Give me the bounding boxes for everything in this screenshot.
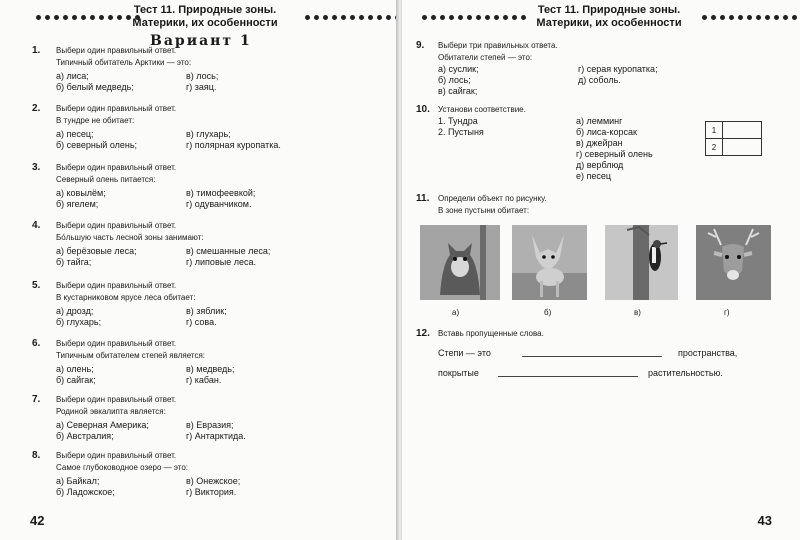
decorative-dot: [350, 15, 355, 20]
answer-option[interactable]: г) кабан.: [186, 375, 222, 385]
answer-option[interactable]: а) суслик;: [438, 64, 479, 74]
decorative-dot: [494, 15, 499, 20]
question-stem: В зоне пустыни обитает:: [438, 206, 530, 215]
grid-row-label: 2: [706, 139, 723, 156]
answer-options: [56, 420, 346, 442]
question-number: 3.: [32, 162, 41, 173]
match-right-item: д) верблюд: [576, 160, 624, 170]
variant-title: Вариант 1: [150, 33, 252, 49]
question-number: 10.: [416, 104, 430, 115]
decorative-dot: [431, 15, 436, 20]
question-instruction: Выбери один правильный ответ.: [56, 451, 177, 460]
fill-text: Степи — это: [438, 348, 491, 358]
decorative-dot: [332, 15, 337, 20]
page-number-left: 42: [30, 513, 45, 528]
decorative-dot: [729, 15, 734, 20]
answer-option[interactable]: г) одуванчиком.: [186, 199, 252, 209]
question-stem: Типичный обитатель Арктики — это:: [56, 58, 192, 67]
answer-option[interactable]: в) Онежское;: [186, 476, 241, 486]
question-stem: Родиной эвкалипта является:: [56, 407, 166, 416]
answer-option[interactable]: в) смешанные леса;: [186, 246, 271, 256]
answer-option[interactable]: в) лось;: [186, 71, 219, 81]
question-4: [32, 220, 372, 276]
left-page-header: [110, 4, 300, 30]
question-number: 7.: [32, 394, 41, 405]
deer-photo[interactable]: [696, 225, 771, 300]
answer-option[interactable]: б) ягелем;: [56, 199, 99, 209]
decorative-dot: [368, 15, 373, 20]
header-line-1: Тест 11. Природные зоны.: [133, 4, 277, 16]
question-number: 5.: [32, 280, 41, 291]
fill-text: покрытые: [438, 368, 479, 378]
question-stem: Бо́льшую часть лесной зоны занимают:: [56, 233, 204, 242]
question-instruction: Выбери один правильный ответ.: [56, 221, 177, 230]
image-caption-c: в): [634, 308, 641, 317]
answer-option[interactable]: б) Ладожское;: [56, 487, 115, 497]
answer-options: [56, 246, 346, 268]
question-stem: Самое глубоководное озеро — это:: [56, 463, 189, 472]
decorative-dot: [72, 15, 77, 20]
decorative-dot: [377, 15, 382, 20]
answer-option[interactable]: г) липовые леса.: [186, 257, 256, 267]
decorative-dot: [305, 15, 310, 20]
answer-option[interactable]: д) соболь.: [578, 75, 621, 85]
answer-options: [56, 129, 346, 151]
match-right-item: б) лиса-корсак: [576, 127, 637, 137]
decorative-dot: [36, 15, 41, 20]
question-number: 2.: [32, 103, 41, 114]
question-instruction: Определи объект по рисунку.: [438, 194, 547, 203]
question-5: [32, 280, 372, 336]
decorative-dot: [54, 15, 59, 20]
answer-option[interactable]: а) олень;: [56, 364, 94, 374]
decorative-dot: [792, 15, 797, 20]
question-stem: В тундре не обитает:: [56, 116, 135, 125]
answer-option[interactable]: в) тимофеевкой;: [186, 188, 256, 198]
question-stem: Северный олень питается:: [56, 175, 156, 184]
answer-option[interactable]: а) лиса;: [56, 71, 89, 81]
header-line-2: Материки, их особенности: [536, 17, 682, 29]
question-number: 11.: [416, 193, 430, 204]
decorative-dot: [467, 15, 472, 20]
answer-options: [56, 188, 346, 210]
decorative-dot: [386, 15, 391, 20]
match-right-item: в) джейран: [576, 138, 623, 148]
question-number: 8.: [32, 450, 41, 461]
answer-option[interactable]: а) дрозд;: [56, 306, 94, 316]
decorative-dot: [711, 15, 716, 20]
image-caption-d: г): [724, 308, 730, 317]
grid-answer-cell[interactable]: [723, 139, 762, 156]
question-instruction: Выбери один правильный ответ.: [56, 163, 177, 172]
answer-option[interactable]: в) Евразия;: [186, 420, 234, 430]
question-instruction: Выбери один правильный ответ.: [56, 339, 177, 348]
question-number: 6.: [32, 338, 41, 349]
question-3: [32, 162, 372, 218]
grid-answer-cell[interactable]: [723, 122, 762, 139]
decorative-dot: [765, 15, 770, 20]
answer-options: [56, 306, 346, 328]
woodpecker-photo[interactable]: [605, 225, 678, 300]
page-number-right: 43: [757, 513, 772, 528]
decorative-dot: [449, 15, 454, 20]
fill-text: растительностью.: [648, 368, 723, 378]
fill-text: пространства,: [678, 348, 738, 358]
match-right-item: г) северный олень: [576, 149, 653, 159]
question-number: 12.: [416, 328, 430, 339]
answer-options: [56, 71, 346, 93]
decorative-dot: [99, 15, 104, 20]
blank-line-2[interactable]: [498, 376, 638, 377]
image-caption-a: а): [452, 308, 460, 317]
decorative-dot: [314, 15, 319, 20]
match-right-item: а) лемминг: [576, 116, 623, 126]
decorative-dot: [503, 15, 508, 20]
answer-option[interactable]: б) тайга;: [56, 257, 92, 267]
answer-grid[interactable]: [705, 121, 762, 156]
answer-option[interactable]: а) Северная Америка;: [56, 420, 149, 430]
answer-option[interactable]: г) сова.: [186, 317, 217, 327]
question-6: [32, 338, 372, 394]
decorative-dot: [323, 15, 328, 20]
decorative-dot: [90, 15, 95, 20]
answer-option[interactable]: а) Байкал;: [56, 476, 100, 486]
decorative-dot: [45, 15, 50, 20]
header-dots-right: [305, 15, 398, 21]
answer-option[interactable]: а) песец;: [56, 129, 94, 139]
answer-options: [56, 476, 346, 498]
decorative-dot: [422, 15, 427, 20]
question-instruction: Выбери один правильный ответ.: [56, 281, 177, 290]
header-line-2: Материки, их особенности: [132, 17, 278, 29]
answer-option[interactable]: г) серая куропатка;: [578, 64, 658, 74]
fennec-photo[interactable]: [512, 225, 587, 300]
answer-option[interactable]: г) заяц.: [186, 82, 217, 92]
decorative-dot: [341, 15, 346, 20]
answer-option[interactable]: в) медведь;: [186, 364, 235, 374]
question-1: [32, 45, 372, 101]
question-7: [32, 394, 372, 450]
decorative-dot: [476, 15, 481, 20]
question-number: 9.: [416, 40, 425, 51]
answer-option[interactable]: б) глухарь;: [56, 317, 102, 327]
question-2: [32, 103, 372, 159]
question-12: [416, 328, 786, 388]
decorative-dot: [756, 15, 761, 20]
question-instruction: Установи соответствие.: [438, 105, 526, 114]
grid-row-label: 1: [706, 122, 723, 139]
answer-option[interactable]: г) Виктория.: [186, 487, 237, 497]
header-dots-left: [422, 15, 526, 21]
decorative-dot: [720, 15, 725, 20]
question-stem: Типичным обитателем степей является:: [56, 351, 206, 360]
question-stem: В кустарниковом ярусе леса обитает:: [56, 293, 196, 302]
question-9: [416, 40, 786, 100]
answer-option[interactable]: б) лось;: [438, 75, 471, 85]
decorative-dot: [359, 15, 364, 20]
decorative-dot: [774, 15, 779, 20]
decorative-dot: [81, 15, 86, 20]
answer-option[interactable]: б) белый медведь;: [56, 82, 134, 92]
answer-option[interactable]: а) ковылём;: [56, 188, 106, 198]
match-right-item: е) песец: [576, 171, 612, 181]
answer-option[interactable]: в) сайгак;: [438, 86, 478, 96]
answer-option[interactable]: г) полярная куропатка.: [186, 140, 281, 150]
blank-line-1[interactable]: [522, 356, 662, 357]
decorative-dot: [747, 15, 752, 20]
fox-photo[interactable]: [420, 225, 500, 300]
answer-option[interactable]: б) северный олень;: [56, 140, 138, 150]
answer-option[interactable]: б) Австралия;: [56, 431, 114, 441]
decorative-dot: [485, 15, 490, 20]
answer-option[interactable]: а) берёзовые леса;: [56, 246, 137, 256]
decorative-dot: [702, 15, 707, 20]
header-dots-right: [702, 15, 800, 21]
question-instruction: Выбери один правильный ответ.: [56, 104, 177, 113]
question-11: [416, 193, 786, 223]
answer-option[interactable]: б) сайгак;: [56, 375, 96, 385]
match-left-column: [438, 116, 484, 138]
answer-options: [56, 364, 346, 386]
right-page: [402, 0, 800, 540]
question-instruction: Выбери один правильный ответ.: [56, 395, 177, 404]
decorative-dot: [458, 15, 463, 20]
header-line-1: Тест 11. Природные зоны.: [537, 4, 681, 16]
match-left-item: 1. Тундра: [438, 116, 478, 126]
decorative-dot: [738, 15, 743, 20]
answer-options: [438, 64, 718, 97]
match-left-item: 2. Пустыня: [438, 127, 484, 137]
decorative-dot: [783, 15, 788, 20]
question-8: [32, 450, 372, 506]
decorative-dot: [63, 15, 68, 20]
answer-option[interactable]: г) Антарктида.: [186, 431, 246, 441]
question-number: 1.: [32, 45, 41, 56]
question-instruction: Выбери один правильный ответ.: [56, 46, 177, 55]
image-caption-b: б): [544, 308, 552, 317]
decorative-dot: [440, 15, 445, 20]
left-page: [0, 0, 398, 540]
answer-option[interactable]: в) зяблик;: [186, 306, 227, 316]
match-right-column: [576, 116, 653, 182]
question-instruction: Вставь пропущенные слова.: [438, 329, 544, 338]
answer-option[interactable]: в) глухарь;: [186, 129, 231, 139]
question-instruction: Выбери три правильных ответа.: [438, 41, 558, 50]
right-page-header: [514, 4, 704, 30]
question-number: 4.: [32, 220, 41, 231]
question-stem: Обитатели степей — это:: [438, 53, 533, 62]
